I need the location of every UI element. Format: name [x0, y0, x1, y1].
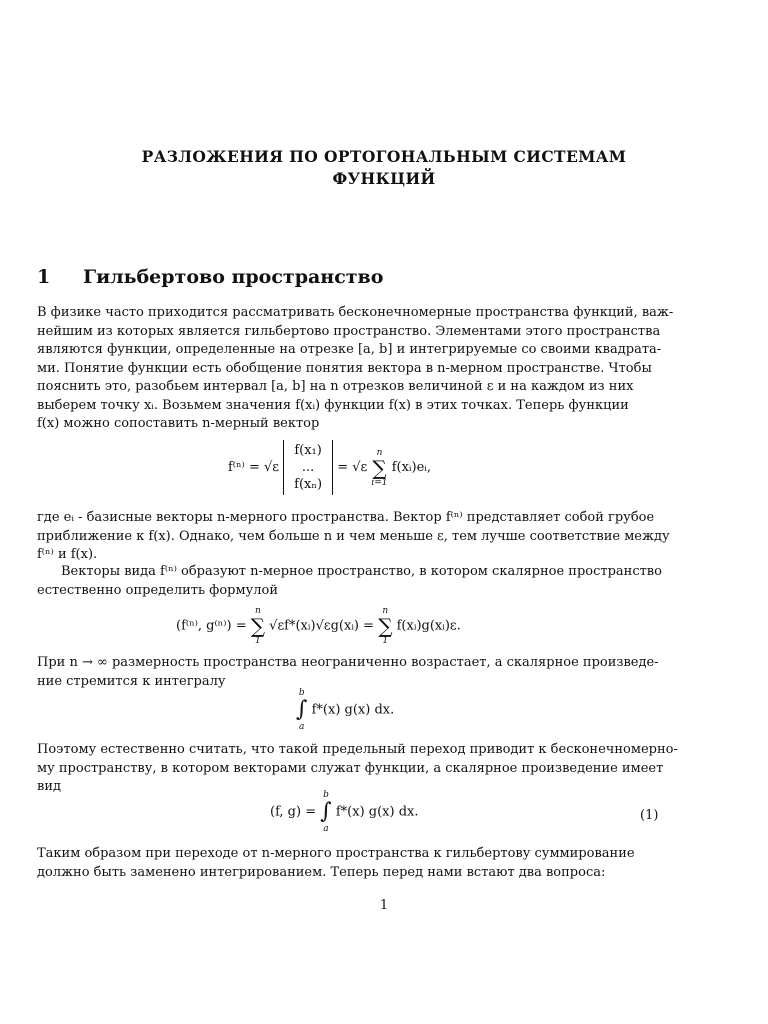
paragraph-3 — [37, 563, 662, 600]
paragraph-line: где eᵢ - базисные векторы n-мерного пространства. Вектор f⁽ⁿ⁾ представляет собой грубое — [37, 510, 655, 525]
page-number: 1 — [379, 898, 389, 913]
paragraph-1 — [37, 304, 674, 434]
document-title-line2: ФУНКЦИЙ — [332, 169, 436, 188]
document-title-line1: РАЗЛОЖЕНИЯ ПО ОРТОГОНАЛЬНЫМ СИСТЕМАМ — [141, 147, 627, 166]
paragraph-line: В физике часто приходится рассматривать бесконечномерные пространства функций, важ- — [37, 305, 674, 320]
paragraph-line: пояснить это, разобьем интервал [a, b] на n отрезков величиной ε и на каждом из них — [37, 379, 634, 394]
eq4-lhs: (f, g) = — [270, 804, 317, 820]
paragraph-2 — [37, 509, 670, 565]
eq4-integral — [320, 790, 331, 834]
eq4-upper-limit: b — [323, 790, 329, 800]
paragraph-line: являются функции, определенные на отрезке [a, b] и интегрируемые со своими квадрата- — [37, 342, 662, 357]
sigma-icon: ∑ — [250, 614, 266, 638]
eq2-sum2-bottom: 1 — [382, 636, 389, 646]
eq2-sum1-bottom: 1 — [255, 636, 261, 646]
paragraph-line: f(x) можно сопоставить n-мерный вектор — [37, 416, 320, 431]
equation-scalar-product-discrete — [176, 606, 461, 646]
paragraph-line: Таким образом при переходе от n-мерного пространства к гильбертову суммирование — [37, 846, 635, 861]
eq2-lhs: (f⁽ⁿ⁾, g⁽ⁿ⁾) = — [176, 618, 247, 634]
eq1-sum-top: n — [376, 447, 383, 458]
equation-number: (1) — [640, 808, 659, 823]
eq1-column-vector — [283, 440, 333, 495]
paragraph-line: нейшим из которых является гильбертово пространство. Элементами этого пространства — [37, 323, 661, 339]
eq1-tail: f(xᵢ)eᵢ, — [391, 460, 432, 475]
eq1-lhs: f⁽ⁿ⁾ = √ε — [228, 460, 279, 475]
paragraph-line: f⁽ⁿ⁾ и f(x). — [37, 547, 98, 562]
eq3-body: f*(x) g(x) dx. — [311, 702, 395, 718]
equation-integral-limit — [296, 688, 394, 732]
section-title: Гильбертово пространство — [83, 266, 384, 288]
paragraph-4 — [37, 654, 659, 691]
eq3-integral — [296, 688, 307, 732]
integral-icon: ∫ — [320, 799, 332, 824]
eq3-upper-limit: b — [298, 688, 305, 698]
section-number: 1 — [37, 266, 51, 288]
paragraph-line: вид — [37, 779, 61, 794]
paragraph-line: му пространству, в котором векторами служат функции, а скалярное произведение имеет — [37, 760, 664, 776]
eq2-tail: f(xᵢ)g(xᵢ)ε. — [396, 618, 461, 634]
eq1-matrix-row: ... — [301, 460, 315, 475]
paragraph-line: выберем точку xᵢ. Возьмем значения f(xᵢ) функции f(x) в этих точках. Теперь функции — [37, 397, 629, 413]
paragraph-line: Поэтому естественно считать, что такой предельный переход приводит к бесконечномерно- — [37, 742, 678, 757]
sigma-icon: ∑ — [372, 455, 387, 480]
eq4-lower-limit: a — [323, 824, 329, 834]
paragraph-line: должно быть заменено интегрированием. Теперь перед нами встают два вопроса: — [37, 864, 606, 880]
equation-vector-fn — [228, 440, 431, 495]
paragraph-line: При n → ∞ размерность пространства неограниченно возрастает, а скалярное произведе- — [37, 655, 659, 670]
paragraph-line: приближение к f(x). Однако, чем больше n и чем меньше ε, тем лучше соответствие между — [37, 528, 670, 544]
eq2-mid: √εf*(xᵢ)√εg(xᵢ) = — [269, 618, 375, 634]
sigma-icon: ∑ — [378, 614, 393, 638]
paragraph-line: ми. Понятие функции есть обобщение понятия вектора в n-мерном пространстве. Чтобы — [37, 360, 652, 376]
paragraph-line: естественно определить формулой — [37, 582, 278, 598]
section-heading — [37, 266, 383, 288]
paragraph-line: Векторы вида f⁽ⁿ⁾ образуют n-мерное пространство, в котором скалярное пространство — [61, 564, 662, 579]
eq1-matrix-row: f(x₁) — [294, 443, 322, 458]
eq1-matrix-row: f(xₙ) — [294, 477, 323, 492]
integral-icon: ∫ — [296, 697, 308, 722]
eq1-rhs: = √ε — [337, 460, 368, 475]
eq2-sum-2 — [378, 606, 392, 646]
eq1-sum-bottom: i=1 — [371, 477, 388, 488]
eq1-sum — [371, 448, 387, 488]
eq2-sum2-top: n — [382, 606, 389, 616]
paragraph-line: ние стремится к интегралу — [37, 673, 226, 689]
eq4-body: f*(x) g(x) dx. — [335, 804, 419, 820]
eq2-sum1-top: n — [254, 606, 261, 616]
paragraph-5 — [37, 741, 678, 797]
equation-hilbert-inner-product — [270, 790, 419, 834]
paragraph-6 — [37, 845, 659, 882]
eq2-sum-1 — [251, 606, 265, 646]
eq3-lower-limit: a — [299, 722, 305, 732]
